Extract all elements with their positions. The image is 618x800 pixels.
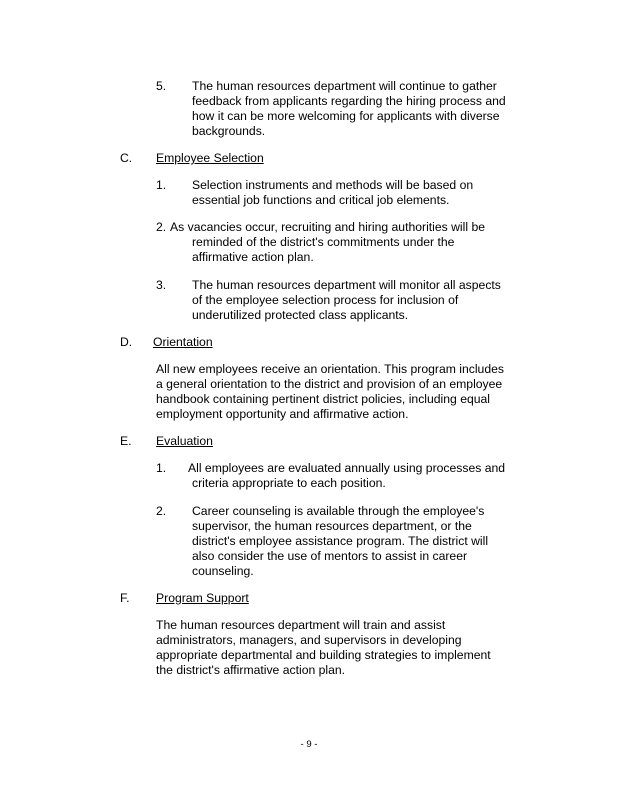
c-item-2-line: affirmative action plan. [192, 250, 314, 264]
e-item-1-line: All employees are evaluated annually using processes and [188, 461, 506, 475]
c-item-1-number: 1. [156, 178, 167, 192]
c-item-2-line: As vacancies occur, recruiting and hiring authorities will be [170, 220, 485, 234]
e-item-2-line: counseling. [192, 564, 254, 578]
item-5-line: backgrounds. [192, 124, 266, 138]
c-item-1-line: Selection instruments and methods will be based on [192, 178, 474, 192]
section-e-heading: Evaluation [156, 434, 213, 448]
e-item-2-line: also consider the use of mentors to assist in career [192, 549, 468, 563]
e-item-2-line: Career counseling is available through the employee's [192, 504, 485, 518]
item-5-line: how it can be more welcoming for applicants with diverse [192, 109, 500, 123]
section-f-line: the district's affirmative action plan. [156, 663, 346, 677]
e-item-1-line: criteria appropriate to each position. [192, 476, 386, 490]
e-item-2-number: 2. [156, 504, 167, 518]
section-d-line: employment opportunity and affirmative action. [156, 407, 409, 421]
e-item-2-line: supervisor, the human resources department, or the [192, 519, 472, 533]
c-item-3-line: underutilized protected class applicants. [192, 308, 409, 322]
c-item-3-number: 3. [156, 278, 167, 292]
e-item-1-number: 1. [156, 461, 167, 475]
section-d-letter: D. [120, 335, 133, 349]
c-item-3-line: The human resources department will monitor all aspects [192, 278, 501, 292]
section-d-line: a general orientation to the district and provision of an employee [156, 377, 503, 391]
c-item-3-line: of the employee selection process for inclusion of [192, 293, 459, 307]
section-d-line: handbook containing pertinent district policies, including equal [156, 392, 491, 406]
section-e-letter: E. [120, 434, 132, 448]
section-c-heading: Employee Selection [156, 151, 264, 165]
item-5-line: The human resources department will continue to gather [192, 79, 497, 93]
section-f-heading: Program Support [156, 591, 249, 605]
section-f-line: administrators, managers, and supervisors in developing [156, 633, 462, 647]
section-d-heading: Orientation [153, 335, 213, 349]
item-5-line: feedback from applicants regarding the hiring process and [192, 94, 506, 108]
e-item-2-line: district's employee assistance program. The district will [192, 534, 489, 548]
section-f-letter: F. [120, 591, 130, 605]
section-c-letter: C. [120, 151, 133, 165]
section-f-line: appropriate departmental and building strategies to implement [156, 648, 491, 662]
section-d-line: All new employees receive an orientation. This program includes [156, 362, 504, 376]
section-f-line: The human resources department will train and assist [156, 618, 446, 632]
c-item-1-line: essential job functions and critical job elements. [192, 193, 450, 207]
page-number: - 9 - [300, 739, 318, 750]
c-item-2-line: reminded of the district's commitments under the [192, 235, 455, 249]
c-item-2-number: 2. [156, 220, 167, 234]
item-5-number: 5. [156, 79, 167, 93]
